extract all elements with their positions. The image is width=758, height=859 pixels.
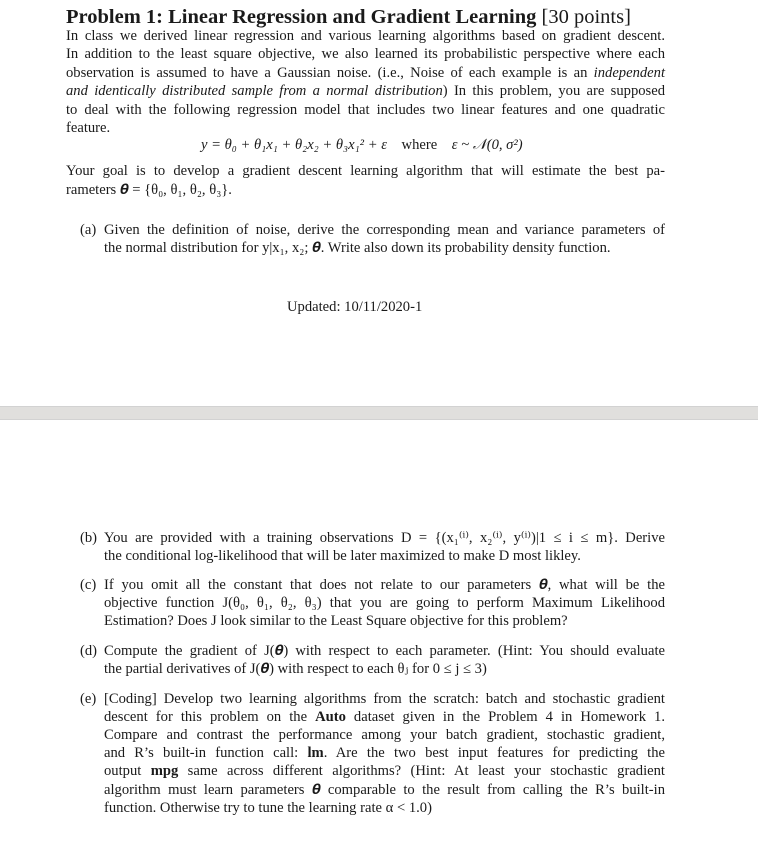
text-line	[104, 744, 665, 762]
updated-note: Updated: 10/11/2020-1	[287, 299, 423, 315]
text: descent for this problem on the	[104, 709, 316, 725]
page-separator	[0, 406, 758, 420]
text-line: Compare and contrast the performance among your batch gradient, stochastic gradient,	[104, 727, 665, 743]
equation-rhs: ε ~ 𝒩(0, σ²)	[451, 137, 523, 153]
text-line: the partial derivatives of J(𝜽) with respect to each θⱼ for 0 ≤ j ≤ 3)	[104, 661, 487, 677]
text-line: If you omit all the constant that does not relate to our parameters 𝜽, what will be the	[104, 577, 665, 593]
text-line: function. Otherwise try to tune the learning rate α < 1.0)	[104, 800, 432, 816]
problem-title	[66, 6, 665, 29]
text-line: Compute the gradient of J(𝜽) with respect to each parameter. (Hint: You should evaluate	[104, 643, 665, 659]
text-line: algorithm must learn parameters 𝜽 comparable to the result from calling the R’s built-in	[104, 782, 665, 798]
text-line: [Coding] Develop two learning algorithms from the scratch: batch and stochastic gradient	[104, 691, 665, 707]
emphasis: and identically distributed sample from a normal distribution	[66, 83, 443, 99]
part-label: (d)	[80, 643, 98, 659]
text-line: You are provided with a training observations D = {(x₁⁽ⁱ⁾, x₂⁽ⁱ⁾, y⁽ⁱ⁾)|1 ≤ i ≤ m}. Derive	[104, 530, 665, 546]
text: output	[104, 763, 151, 779]
model-equation	[201, 137, 523, 154]
text-line	[104, 762, 665, 780]
text-line: the normal distribution for y|x₁, x₂; 𝜽. Write also down its probability density function.	[104, 240, 611, 256]
points-label: [30 points]	[541, 6, 631, 28]
text-line: rameters 𝜽 = {θ₀, θ₁, θ₂, θ₃}.	[66, 182, 232, 198]
text-line: In class we derived linear regression and various learning algorithms based on gradient descent.	[66, 28, 665, 44]
text: and R’s built-in function call:	[104, 745, 308, 761]
text-line: objective function J(θ₀, θ₁, θ₂, θ₃) that you are going to perform Maximum Likelihood	[104, 595, 665, 611]
text-line	[66, 64, 665, 82]
function-name: lm	[307, 745, 324, 761]
text-line: to deal with the following regression model that includes two linear features and one quadratic	[66, 102, 665, 118]
text: . Are the two best input features for predicting the	[323, 745, 665, 761]
equation-where: where	[401, 137, 438, 153]
part-label: (c)	[80, 577, 97, 593]
part-label: (a)	[80, 222, 97, 238]
title-text: Problem 1: Linear Regression and Gradient Learning	[66, 6, 542, 28]
part-label: (e)	[80, 691, 97, 707]
text-line	[104, 708, 665, 726]
text-line: the conditional log-likelihood that will be later maximized to make D most likley.	[104, 548, 581, 564]
emphasis: independent	[593, 65, 665, 81]
text: dataset given in the Problem 4 in Homework 1.	[345, 709, 665, 725]
text-line	[66, 82, 665, 100]
part-label: (b)	[80, 530, 98, 546]
equation-lhs: y = θ₀ + θ₁x₁ + θ₂x₂ + θ₃x₁² + ε	[201, 137, 387, 153]
text: observation is assumed to have a Gaussian noise. (i.e., Noise of each example is an	[66, 65, 594, 81]
variable-name: mpg	[150, 763, 179, 779]
text-line: In addition to the least square objective, we also learned its probabilistic perspective where each	[66, 46, 665, 62]
text-line: feature.	[66, 120, 111, 136]
text: same across different algorithms? (Hint: At least your stochastic gradient	[178, 763, 665, 779]
text-line: Estimation? Does J look similar to the Least Square objective for this problem?	[104, 613, 568, 629]
dataset-name: Auto	[315, 709, 346, 725]
text-line: Given the definition of noise, derive the corresponding mean and variance parameters of	[104, 222, 665, 238]
text-line: Your goal is to develop a gradient descent learning algorithm that will estimate the best pa-	[66, 163, 665, 179]
text: ) In this problem, you are supposed	[442, 83, 665, 99]
